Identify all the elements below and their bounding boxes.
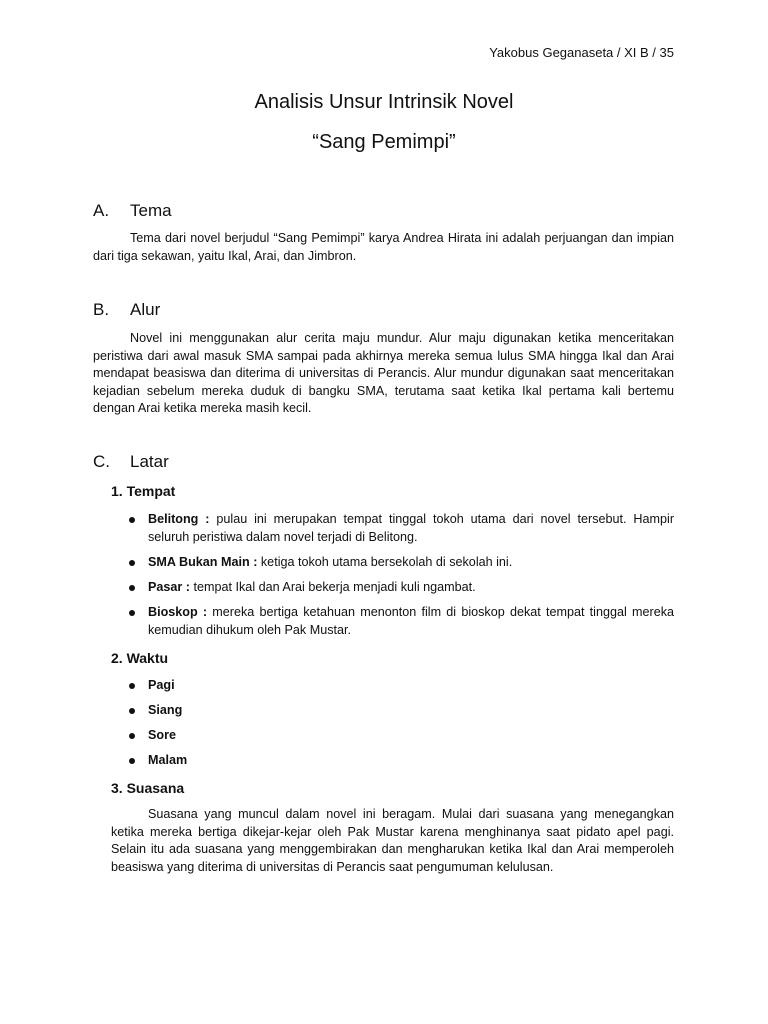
tema-paragraph: Tema dari novel berjudul “Sang Pemimpi” karya Andrea Hirata ini adalah perjuangan dan impian dari tiga sekawan, yaitu Ikal, Arai, dan Jimbron. — [93, 231, 674, 263]
list-item — [148, 752, 674, 770]
list-item-term: Pasar : — [148, 580, 191, 594]
section-a-letter: A. — [93, 201, 110, 220]
waktu-heading: 2. Waktu — [111, 650, 169, 666]
list-item-desc: pulau ini merupakan tempat tinggal tokoh utama dari novel tersebut. Hampir seluruh peristiwa dalam novel terjadi di Belitong. — [148, 512, 675, 544]
bullet-icon — [129, 517, 135, 523]
document-subtitle: “Sang Pemimpi” — [312, 131, 456, 153]
bullet-icon — [129, 708, 135, 714]
bullet-icon — [129, 683, 135, 689]
list-item-term: Bioskop : — [148, 605, 208, 619]
list-item-term: Pagi — [148, 678, 175, 692]
bullet-icon — [129, 560, 135, 566]
author-header: Yakobus Geganaseta / XI B / 35 — [489, 45, 674, 60]
section-c-heading: Latar — [130, 452, 169, 471]
alur-paragraph: Novel ini menggunakan alur cerita maju mundur. Alur maju digunakan ketika menceritakan peristiwa dari awal masuk SMA sampai pada akhirnya mereka semua lulus SMA hingga Ikal dan Arai mendapat beasiswa dan diterima di universitas di Perancis. Alur mundur digunakan saat menceritakan kejadian sebelum mereka duduk di bangku SMA, terutama saat ketika Ikal pertama kali bertemu dengan Arai ketika mereka masih kecil. — [93, 331, 674, 415]
list-item-term: SMA Bukan Main : — [148, 555, 258, 569]
list-item — [148, 727, 674, 745]
tempat-heading: 1. Tempat — [111, 483, 176, 499]
section-b-heading: Alur — [130, 300, 161, 319]
list-item-desc: ketiga tokoh utama bersekolah di sekolah ini. — [257, 555, 513, 569]
list-item — [148, 677, 674, 695]
list-item-term: Belitong : — [148, 512, 210, 526]
list-item — [148, 702, 674, 720]
suasana-paragraph: Suasana yang muncul dalam novel ini beragam. Mulai dari suasana yang menegangkan ketika mereka bertiga dikejar-kejar oleh Pak Mustar karena menghinanya saat pidato apel pagi. Selain itu ada suasana yang menggembirakan dan mengharukan ketika Ikal dan Arai memperoleh beasiswa yang diterima di universitas di Perancis saat pengumuman kelulusan. — [111, 807, 674, 874]
list-item — [148, 604, 674, 639]
section-a-heading: Tema — [130, 201, 172, 220]
bullet-icon — [129, 733, 135, 739]
list-item-term: Siang — [148, 703, 183, 717]
list-item-term: Malam — [148, 753, 188, 767]
bullet-icon — [129, 610, 135, 616]
suasana-heading: 3. Suasana — [111, 780, 185, 796]
list-item — [148, 511, 674, 546]
bullet-icon — [129, 758, 135, 764]
bullet-icon — [129, 585, 135, 591]
list-item-term: Sore — [148, 728, 176, 742]
list-item — [148, 554, 674, 572]
list-item — [148, 579, 674, 597]
document-title: Analisis Unsur Intrinsik Novel — [254, 91, 514, 113]
list-item-desc: mereka bertiga ketahuan menonton film di bioskop dekat tempat tinggal mereka kemudian dihukum oleh Pak Mustar. — [148, 605, 675, 637]
section-c-letter: C. — [93, 452, 110, 471]
section-b-letter: B. — [93, 300, 110, 319]
list-item-desc: tempat Ikal dan Arai bekerja menjadi kuli ngambat. — [190, 580, 476, 594]
